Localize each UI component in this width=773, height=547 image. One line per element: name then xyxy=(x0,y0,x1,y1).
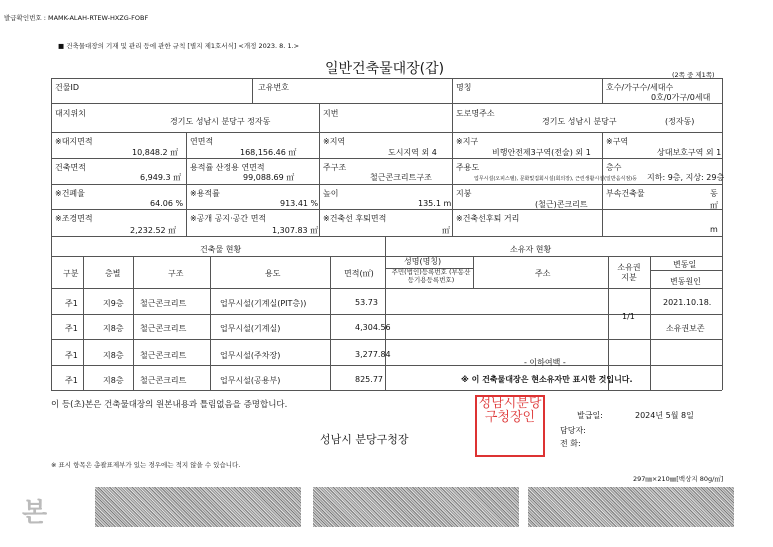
doc-id: 발급확인번호 : MAMK-ALAH-RTEW-HXZG-FOBF xyxy=(4,14,149,22)
unique-no-label: 고유번호 xyxy=(258,83,289,92)
owner-share: 1/1 xyxy=(622,312,635,321)
current-owner-notice: ※ 이 건축물대장은 현소유자만 표시한 것입니다. xyxy=(461,375,633,384)
bcr-value: 64.06 % xyxy=(150,199,184,208)
households-value: 0호/0가구/0세대 xyxy=(651,93,711,102)
building-id-label: 건물ID xyxy=(55,83,79,92)
households-label: 호수/가구수/세대수 xyxy=(606,83,674,92)
issue-date-value: 2024년 5월 8일 xyxy=(635,411,694,420)
row-structure: 철근콘크리트 xyxy=(140,351,187,360)
use-label: 주용도 xyxy=(456,163,480,172)
row-use: 업무시설(기계실(PIT층)) xyxy=(220,299,307,308)
watermark: 본 xyxy=(22,498,48,528)
owner-change-date: 2021.10.18. xyxy=(663,298,712,307)
name-label: 명칭 xyxy=(456,83,472,92)
bldg-area-value: 6,949.3 ㎡ xyxy=(140,173,182,182)
page-count: (2쪽 중 제1쪽) xyxy=(672,71,715,79)
bldg-area-label: 건축면적 xyxy=(55,163,86,172)
landscape-label: ※조경면적 xyxy=(55,214,93,223)
site-area-label: ※대지면적 xyxy=(55,137,93,146)
total-area-value: 168,156.46 ㎡ xyxy=(240,148,297,157)
col-change-reason: 변동원인 xyxy=(670,277,701,286)
officer-label: 담당자: xyxy=(560,426,586,435)
certify-text: 이 등(초)본은 건축물대장의 원본내용과 틀림없음을 증명합니다. xyxy=(51,400,288,410)
row-use: 업무시설(공용부) xyxy=(220,376,281,385)
row-gubun: 주1 xyxy=(65,324,78,333)
col-use: 용도 xyxy=(265,269,281,278)
site-label: 대지위치 xyxy=(55,109,86,118)
floors-value: 지하: 9층, 지상: 29층 xyxy=(647,173,725,182)
owner-header: 소유자 현황 xyxy=(510,245,552,254)
height-value: 135.1 m xyxy=(418,199,452,208)
row-floor: 지8층 xyxy=(103,351,124,360)
col-owner-id: 주민(법인)등록번호 (부동산등기용등록번호) xyxy=(391,268,471,284)
open-space-label: ※공개 공지·공간 면적 xyxy=(190,214,267,223)
structure-label: 주구조 xyxy=(323,163,347,172)
road-label: 도로명주소 xyxy=(456,109,495,118)
site-area-value: 10,848.2 ㎡ xyxy=(132,148,179,157)
col-floor: 층별 xyxy=(105,269,121,278)
row-use: 업무시설(기계실) xyxy=(220,324,281,333)
zone-label: ※지역 xyxy=(323,137,346,146)
row-area: 4,304.56 xyxy=(355,323,391,332)
open-space-value: 1,307.83 ㎡ xyxy=(272,226,319,235)
row-area: 3,277.84 xyxy=(355,350,391,359)
row-floor: 지8층 xyxy=(103,376,124,385)
sector-label: ※구역 xyxy=(606,137,629,146)
row-structure: 철근콘크리트 xyxy=(140,324,187,333)
landscape-value: 2,232.52 ㎡ xyxy=(130,226,177,235)
roof-value: (철근)콘크리트 xyxy=(535,200,588,209)
official-seal: 성남시분당구청장인 xyxy=(475,395,545,457)
footnote: ※ 표시 항목은 총괄표제부가 있는 경우에는 적지 않을 수 있습니다. xyxy=(51,461,241,469)
col-owner-name: 성명(명칭) xyxy=(404,257,442,266)
security-pattern xyxy=(528,487,734,527)
setback-area-label: ※건축선 후퇴면적 xyxy=(323,214,387,223)
zone-value: 도시지역 외 4 xyxy=(388,148,437,157)
below-line: - 이하여백 - xyxy=(524,358,566,367)
road-dong: (정자동) xyxy=(665,117,695,126)
annex-unit-count: 동 xyxy=(710,189,718,198)
col-area: 면적(㎡) xyxy=(344,269,374,278)
far-area-label: 용적률 산정용 연면적 xyxy=(190,163,265,172)
row-gubun: 주1 xyxy=(65,299,78,308)
row-gubun: 주1 xyxy=(65,351,78,360)
far-value: 913.41 % xyxy=(280,199,319,208)
setback-area-unit: ㎡ xyxy=(442,226,450,235)
row-use: 업무시설(주차장) xyxy=(220,351,281,360)
lot-label: 지번 xyxy=(323,109,339,118)
row-floor: 지9층 xyxy=(103,299,124,308)
row-area: 53.73 xyxy=(355,298,378,307)
status-header: 건축물 현황 xyxy=(200,245,242,254)
page-title: 일반건축물대장(갑) xyxy=(325,61,445,77)
far-area-value: 99,088.69 ㎡ xyxy=(243,173,295,182)
sector-value: 상대보호구역 외 1 xyxy=(657,148,722,157)
site-value: 경기도 성남시 분당구 정자동 xyxy=(170,117,271,126)
bcr-label: ※건폐율 xyxy=(55,189,85,198)
row-floor: 지8층 xyxy=(103,324,124,333)
security-pattern xyxy=(95,487,301,527)
issue-date-label: 발급일: xyxy=(577,411,603,420)
issuer: 성남시 분당구청장 xyxy=(320,433,409,446)
setback-dist-unit: m xyxy=(710,225,718,234)
road-value: 경기도 성남시 분당구 xyxy=(542,117,617,126)
security-pattern xyxy=(313,487,519,527)
col-structure: 구조 xyxy=(168,269,184,278)
annex-label: 부속건축물 xyxy=(606,189,645,198)
height-label: 높이 xyxy=(323,189,339,198)
row-gubun: 주1 xyxy=(65,376,78,385)
total-area-label: 연면적 xyxy=(190,137,214,146)
owner-change-reason: 소유권보존 xyxy=(666,324,705,333)
col-share: 소유권 지분 xyxy=(617,263,641,282)
far-label: ※용적률 xyxy=(190,189,220,198)
district-label: ※지구 xyxy=(456,137,479,146)
roof-label: 지붕 xyxy=(456,189,472,198)
structure-value: 철근콘크리트구조 xyxy=(370,173,432,182)
use-value: 업무시설(오피스텔), 문화및집회시설(회의장), 근린생활시설(일반음식점)등 xyxy=(474,176,637,182)
col-address: 주소 xyxy=(535,269,551,278)
row-area: 825.77 xyxy=(355,375,383,384)
row-structure: 철근콘크리트 xyxy=(140,376,187,385)
row-structure: 철근콘크리트 xyxy=(140,299,187,308)
district-value: 비행안전제3구역(전술) 외 1 xyxy=(492,148,591,157)
annex-unit-area: ㎡ xyxy=(710,201,718,210)
floors-label: 층수 xyxy=(606,163,622,172)
phone-label: 전 화: xyxy=(560,439,581,448)
setback-dist-label: ※건축선후퇴 거리 xyxy=(456,214,520,223)
col-gubun: 구분 xyxy=(63,269,79,278)
col-change-date: 변동일 xyxy=(673,260,697,269)
paper-spec: 297㎜×210㎜[백상지 80g/㎡] xyxy=(633,475,724,483)
regulation: ■ 건축물대장의 기재 및 관리 등에 관한 규칙 [별지 제1호서식] <개정 2023. 8. 1.> xyxy=(58,42,300,50)
